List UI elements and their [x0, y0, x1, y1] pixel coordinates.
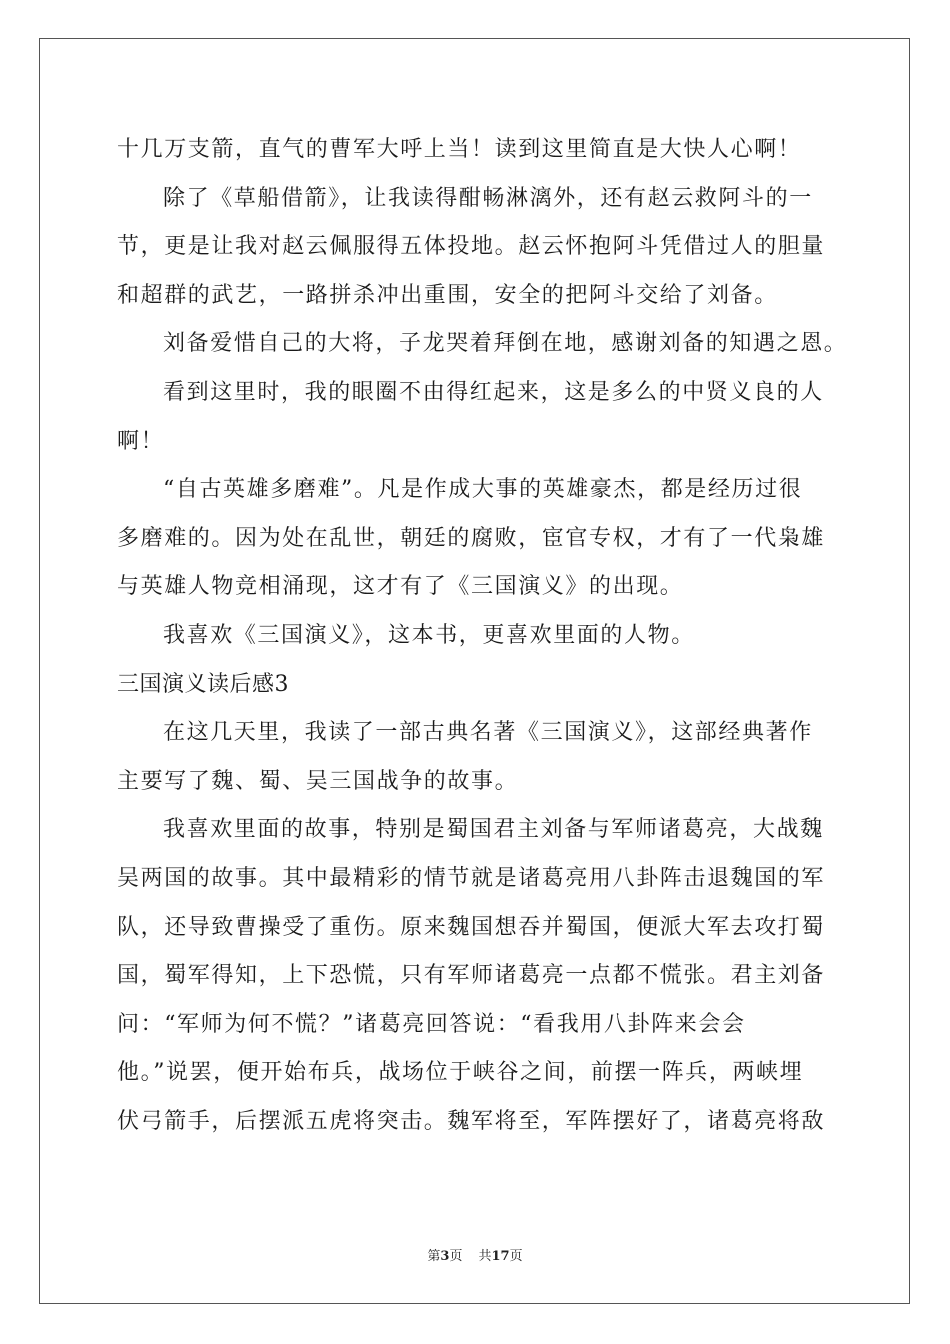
section-heading: 三国演义读后感3	[117, 671, 289, 697]
text-line: 吴两国的故事。其中最精彩的情节就是诸葛亮用八卦阵击退魏国的军	[117, 865, 826, 891]
page-footer	[0, 1245, 950, 1264]
text-line: 伏弓箭手，后摆派五虎将突击。魏军将至，军阵摆好了，诸葛亮将敌	[117, 1108, 826, 1134]
text-line: 主要写了魏、蜀、吴三国战争的故事。	[117, 768, 519, 794]
text-line: 十几万支箭，直气的曹军大呼上当！读到这里简直是大快人心啊！	[117, 137, 802, 162]
total-prefix: 共	[478, 1249, 492, 1264]
page-number: 3	[440, 1249, 450, 1264]
text-line: 问：“军师为何不慌？”诸葛亮回答说：“看我用八卦阵来会会	[117, 1011, 746, 1037]
text-line: 啊！	[117, 428, 165, 454]
total-pages: 17	[491, 1249, 510, 1264]
text-line: 我喜欢里面的故事，特别是蜀国君主刘备与军师诸葛亮，大战魏	[163, 817, 824, 843]
text-line: 刘备爱惜自己的大将，子龙哭着拜倒在地，感谢刘备的知遇之恩。	[163, 331, 848, 357]
text-line: 他。”说罢，便开始布兵，战场位于峡谷之间，前摆一阵兵，两峡埋	[117, 1060, 804, 1086]
text-line: 我喜欢《三国演义》，这本书，更喜欢里面的人物。	[163, 622, 695, 648]
document-body	[117, 126, 848, 1146]
text-line: 在这几天里，我读了一部古典名著《三国演义》，这部经典著作	[163, 720, 813, 746]
text-line: 与英雄人物竞相涌现，这才有了《三国演义》的出现。	[117, 574, 684, 600]
text-line: 看到这里时，我的眼圈不由得红起来，这是多么的中贤义良的人	[163, 379, 824, 405]
text-line: 和超群的武艺，一路拼杀冲出重围，安全的把阿斗交给了刘备。	[117, 282, 778, 308]
page-prefix: 第	[427, 1249, 441, 1264]
text-line: 多磨难的。因为处在乱世，朝廷的腐败，宦官专权，才有了一代枭雄	[117, 525, 826, 551]
text-line: 队，还导致曹操受了重伤。原来魏国想吞并蜀国，便派大军去攻打蜀	[117, 914, 826, 940]
total-suffix: 页	[509, 1249, 523, 1264]
page-suffix: 页	[449, 1249, 463, 1264]
text-line: 国，蜀军得知，上下恐慌，只有军师诸葛亮一点都不慌张。君主刘备	[117, 963, 826, 989]
text-line: 节，更是让我对赵云佩服得五体投地。赵云怀抱阿斗凭借过人的胆量	[117, 234, 826, 260]
text-line: 除了《草船借箭》，让我读得酣畅淋漓外，还有赵云救阿斗的一	[163, 185, 813, 211]
text-line: “自古英雄多磨难”。凡是作成大事的英雄豪杰，都是经历过很	[163, 477, 803, 503]
